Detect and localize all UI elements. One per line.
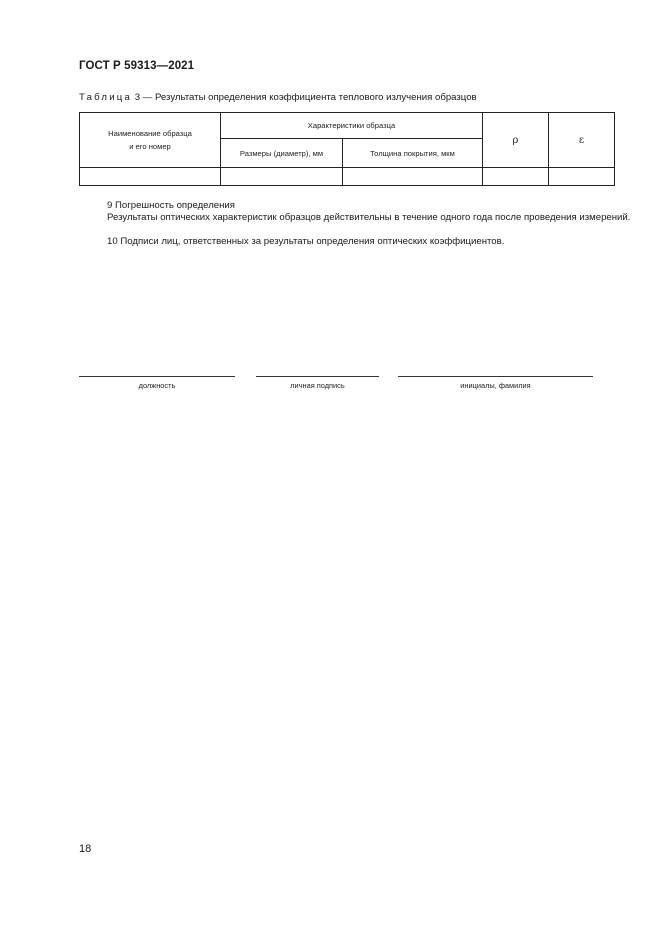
header-rho: ρ [483,113,549,168]
table-row [80,168,615,186]
header-size: Размеры (диаметр), мм [221,139,343,168]
results-table [79,112,615,186]
cell-epsilon [549,168,615,186]
header-sample-name-line1: Наименование образца [108,129,192,138]
table-caption-prefix: Таблица [79,92,133,103]
cell-rho [483,168,549,186]
document-code: ГОСТ Р 59313—2021 [79,60,195,72]
section-10-title: 10 Подписи лиц, ответственных за результаты определения оптических коэффициентов. [107,236,505,247]
signature-label-position: должность [138,381,176,390]
header-sample-name-line2: и его номер [129,142,171,151]
cell-coating [343,168,483,186]
table-caption-text: 3 — Результаты определения коэффициента теплового излучения образцов [134,92,477,103]
signature-line-position [79,376,235,377]
table-caption [79,92,477,103]
signature-label-signature: личная подпись [290,381,345,390]
cell-sample-name [80,168,221,186]
section-9-title: 9 Погрешность определения [107,200,235,211]
page-number: 18 [79,843,92,855]
header-sample-name [80,113,221,168]
section-9-text: Результаты оптических характеристик образцов действительны в течение одного года после проведения измерений. [107,212,631,223]
cell-size [221,168,343,186]
header-coating: Толщина покрытия, мкм [343,139,483,168]
signature-label-name: инициалы, фамилия [460,381,531,390]
header-epsilon: ε [549,113,615,168]
header-characteristics: Характеристики образца [221,113,483,139]
table-header-row [80,113,615,139]
signature-line-name [398,376,593,377]
signature-line-signature [256,376,379,377]
